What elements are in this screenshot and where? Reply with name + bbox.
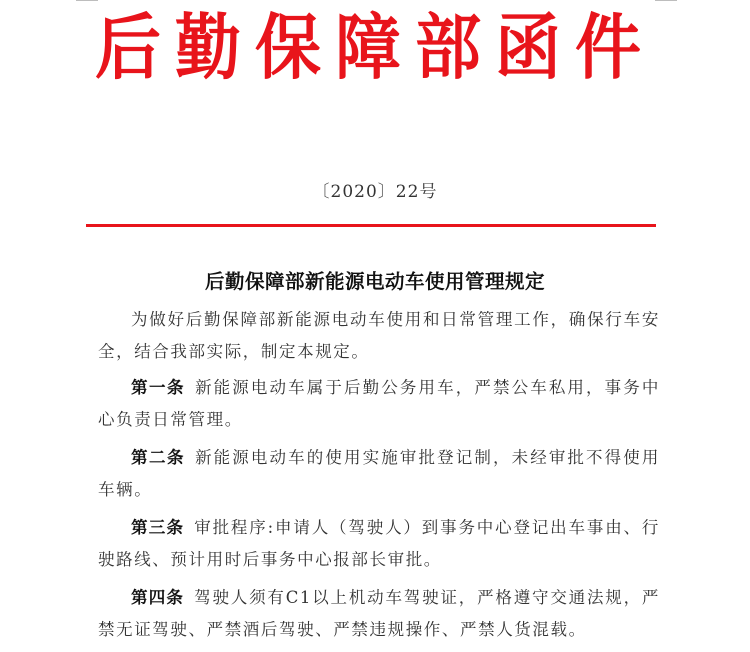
article-2: [98, 442, 660, 506]
corner-mark-left: [76, 0, 98, 1]
document-body: [98, 304, 660, 652]
document-number: 〔2020〕22号: [312, 182, 438, 202]
article-3-text: 审批程序:申请人（驾驶人）到事务中心登记出车事由、行驶路线、预计用时后事务中心报部长审批。: [98, 518, 660, 569]
intro-paragraph: 为做好后勤保障部新能源电动车使用和日常管理工作，确保行车安全，结合我部实际，制定本规定。: [98, 310, 660, 361]
article-3-label: 第三条: [131, 518, 185, 537]
article-2-text: 新能源电动车的使用实施审批登记制，未经审批不得使用车辆。: [98, 448, 661, 499]
article-4: [98, 582, 660, 646]
article-4-text: 驾驶人须有C1以上机动车驾驶证，严格遵守交通法规，严禁无证驾驶、严禁酒后驾驶、严禁违规操作、严禁人货混载。: [98, 588, 660, 639]
document-title: 后勤保障部新能源电动车使用管理规定: [204, 270, 545, 293]
corner-mark-right: [655, 0, 677, 1]
letterhead: [0, 6, 750, 90]
article-1: [98, 372, 660, 436]
article-4-label: 第四条: [131, 588, 185, 607]
article-3: [98, 512, 660, 576]
letterhead-title: 后勤保障部函件: [95, 5, 655, 90]
article-1-text: 新能源电动车属于后勤公务用车，严禁公车私用，事务中心负责日常管理。: [98, 378, 661, 429]
article-2-label: 第二条: [131, 448, 186, 467]
red-divider-line: [86, 224, 656, 227]
article-1-label: 第一条: [131, 378, 186, 397]
